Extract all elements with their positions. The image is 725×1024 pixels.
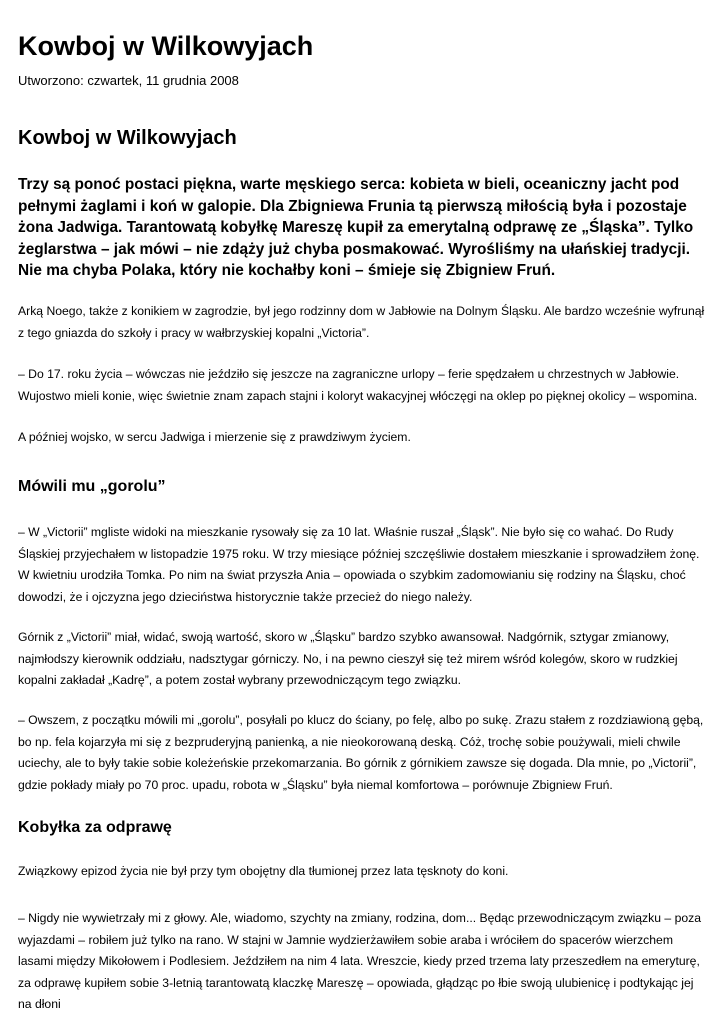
section-heading-gorolu: Mówili mu „gorolu” [18,478,166,495]
paragraph: – Nigdy nie wywietrzały mi z głowy. Ale, wiadomo, szychty na zmiany, rodzina, dom... Będąc przewodniczącym związku – poza wyjazdami – robiłem już tylko na rano. W stajni w Jamnie wydzierżawiłem sobie araba i wróciłem do spacerów wierzchem lasami między Mikołowem i Podlesiem. Jeździłem na nim 4 lata. Wreszcie, kiedy przed trzema laty przeszedłem na emeryturę, za odprawę kupiłem sobie 3-letnią tarantowatą klaczkę Mareszę – opowiada, głądząc po łbie swoją ulubienicę i podtykając jej na dłoni [18,911,701,1011]
paragraph: – Owszem, z początku mówili mi „gorolu”, posyłali po klucz do ściany, po felę, albo po sukę. Zrazu stałem z rozdziawioną gębą, bo np. fela kojarzyła mi się z bezpruderyjną panienką, a nie nieokorowaną deską. Cóż, trochę sobie poużywali, mieli chwile uciechy, ale to były takie sobie koleżeńskie przekomarzania. Bo górnik z górnikiem zawsze się dogada. Dla mnie, po „Victorii”, gdzie pokłady miały po 70 proc. upadu, robota w „Śląsku” była niemal komfortowa – porównuje Zbigniew Fruń. [18,713,704,792]
created-date: Utworzono: czwartek, 11 grudnia 2008 [18,73,239,88]
article-title: Kowboj w Wilkowyjach [18,127,237,149]
paragraph: – Do 17. roku życia – wówczas nie jeździło się jeszcze na zagraniczne urlopy – ferie spędzałem u chrzestnych w Jabłowie. Wujostwo mieli konie, więc świetnie znam zapach stajni i koloryt wakacyjnej włóczęgi na oklep po pięknej okolicy – wspomina. [18,367,698,403]
paragraph: Górnik z „Victorii” miał, widać, swoją wartość, skoro w „Śląsku” bardzo szybko awansował. Nadgórnik, sztygar zmianowy, najmłodszy kierownik oddziału, nadsztygar górniczy. No, i na pewno cieszył się też mirem wśród kolegów, skoro w rudzkiej kopalni zakładał „Kadrę”, a potem został wybrany przewodniczącym tego związku. [18,630,678,687]
document-title: Kowboj w Wilkowyjach [18,31,314,61]
paragraph: Arką Noego, także z konikiem w zagrodzie, był jego rodzinny dom w Jabłowie na Dolnym Śląsku. Ale bardzo wcześnie wyfrunął z tego gniazda do szkoły i pracy w wałbrzyskiej kopalni „Victoria”. [18,304,705,340]
article-lead: Trzy są ponoć postaci piękna, warte męskiego serca: kobieta w bieli, oceaniczny jacht pod pełnymi żaglami i koń w galopie. Dla Zbigniewa Frunia tą pierwszą miłością była i pozostaje żona Jadwiga. Tarantowatą kobyłkę Mareszę kupił za emerytalną odprawę ze „Śląska”. Tylko żeglarstwa – jak mówi – nie zdąży już chyba posmakować. Wyrośliśmy na ułańskiej tradycji. Nie ma chyba Polaka, który nie kochałby koni – śmieje się Zbigniew Fruń. [18,176,694,279]
paragraph: A później wojsko, w sercu Jadwiga i mierzenie się z prawdziwym życiem. [18,430,411,444]
section-heading-kobylka: Kobyłka za odprawę [18,819,172,836]
paragraph: – W „Victorii” mgliste widoki na mieszkanie rysowały się za 10 lat. Właśnie ruszał „Śląsk”. Nie było się co wahać. Do Rudy Śląskiej przyjechałem w listopadzie 1975 roku. W trzy miesiące później szczęśliwie dostałem mieszkanie i sprowadziłem żonę. W kwietniu urodziła Tomka. Po nim na świat przyszła Ania – opowiada o szybkim zadomowianiu się rodziny na Śląsku, choć dowodzi, że i ojczyzna jego dzieciństwa historycznie także przecież do niego należy. [18,525,700,604]
paragraph: Związkowy epizod życia nie był przy tym obojętny dla tłumionej przez lata tęsknoty do koni. [18,864,509,878]
